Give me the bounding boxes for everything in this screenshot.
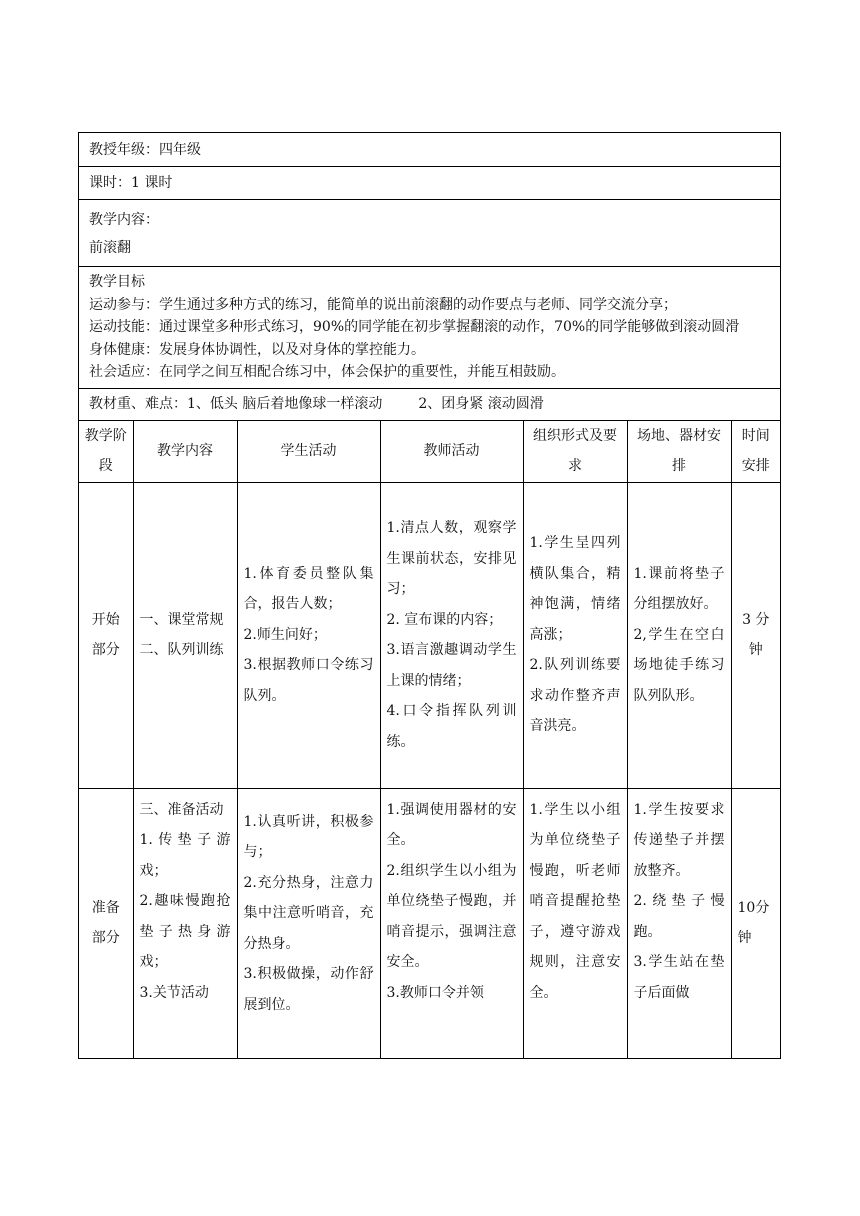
teaching-goals-row — [79, 267, 780, 389]
org-cell: 1.学生呈四列横队集合，精神饱满，情绪高涨； 2.队列训练要求动作整齐声音洪亮。 — [523, 482, 627, 788]
content-cell: 一、课堂常规 二、队列训练 — [133, 482, 237, 788]
teaching-content-value: 前滚翻 — [89, 240, 131, 256]
student-cell: 1.体育委员整队集合，报告人数； 2.师生问好； 3.根据教师口令练习队列。 — [237, 482, 380, 788]
hours-row — [79, 167, 780, 200]
hours-text: 课时：1 课时 — [89, 175, 173, 191]
schedule-row — [79, 421, 780, 1058]
goal-participation: 运动参与：学生通过多种方式的练习，能简单的说出前滚翻的动作要点与老师、同学交流分享； — [89, 296, 677, 313]
teaching-content-row — [79, 200, 780, 267]
grade-row — [79, 133, 780, 167]
org-cell: 1.学生以小组为单位绕垫子慢跑，听老师哨音提醒抢垫子，遵守游戏规则，注意安全。 — [523, 788, 627, 1058]
table-header-row — [79, 421, 780, 482]
header-time: 时间安排 — [731, 421, 780, 482]
header-content: 教学内容 — [133, 421, 237, 482]
header-teacher: 教师活动 — [380, 421, 523, 482]
key-point-2: 2、团身紧 滚动圆滑 — [418, 396, 544, 412]
table-row — [79, 482, 780, 788]
header-stage: 教学阶段 — [79, 421, 133, 482]
student-cell: 1.认真听讲，积极参与； 2.充分热身，注意力集中注意听哨音，充分热身。 3.积极做操，动作舒展到位。 — [237, 788, 380, 1058]
stage-cell: 开始部分 — [79, 482, 133, 788]
teacher-cell: 1.清点人数，观察学生课前状态，安排见习； 2. 宣布课的内容； 3.语言激趣调动学生上课的情绪； 4.口令指挥队列训练。 — [380, 482, 523, 788]
schedule-table — [79, 421, 780, 1058]
header-venue: 场地、器材安排 — [627, 421, 731, 482]
venue-cell: 1.学生按要求传递垫子并摆放整齐。 2.绕垫子慢跑。 3.学生站在垫子后面做 — [627, 788, 731, 1058]
stage-cell: 准备部分 — [79, 788, 133, 1058]
key-point-1: 教材重、难点：1、低头 脑后着地像球一样滚动 — [89, 396, 383, 412]
header-student: 学生活动 — [237, 421, 380, 482]
goal-social: 社会适应：在同学之间互相配合练习中，体会保护的重要性，并能互相鼓励。 — [89, 364, 565, 380]
lesson-plan-document — [78, 132, 781, 1059]
time-cell: 3 分钟 — [731, 482, 780, 788]
time-cell: 10分钟 — [731, 788, 780, 1058]
grade-text: 教授年级：四年级 — [89, 142, 201, 158]
goals-title: 教学目标 — [89, 274, 145, 290]
header-org: 组织形式及要求 — [523, 421, 627, 482]
teaching-content-label: 教学内容： — [89, 212, 159, 228]
teacher-cell: 1.强调使用器材的安全。 2.组织学生以小组为单位绕垫子慢跑，并哨音提示，强调注意安全。 3.教师口令并领 — [380, 788, 523, 1058]
content-cell: 三、准备活动 1.传垫子游戏； 2.趣味慢跑抢垫子热身游戏； 3.关节活动 — [133, 788, 237, 1058]
goal-skill: 运动技能：通过课堂多种形式练习，90%的同学能在初步掌握翻滚的动作，70%的同学能够做到滚动圆滑 — [89, 319, 740, 335]
venue-cell: 1.课前将垫子分组摆放好。 2,学生在空白场地徒手练习队列队形。 — [627, 482, 731, 788]
key-points-row — [79, 389, 780, 421]
table-row — [79, 788, 780, 1058]
goal-health: 身体健康：发展身体协调性，以及对身体的掌控能力。 — [89, 341, 425, 358]
